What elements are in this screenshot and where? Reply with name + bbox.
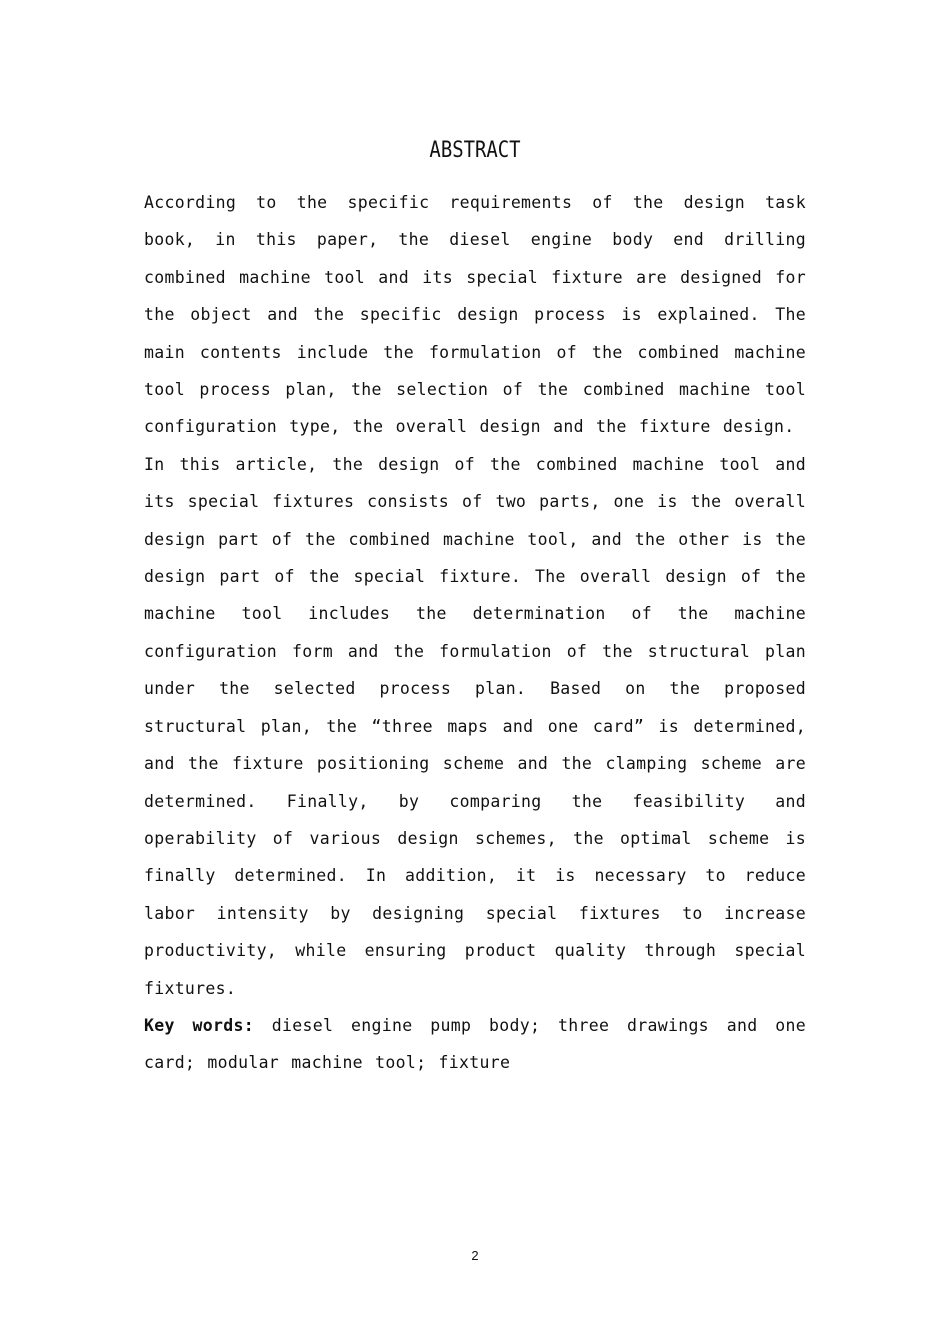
keywords-label: Key words: bbox=[144, 1015, 254, 1035]
abstract-body bbox=[144, 184, 806, 1082]
abstract-paragraph-2: In this article, the design of the combined machine tool and its special fixtures consists of two parts, one is the overall design part of the combined machine tool, and the other is the design part of the special fixture. The overall design of the machine tool includes the determination of the machine configuration form and the formulation of the structural plan under the selected process plan. Based on the proposed structural plan, the “three maps and one card” is determined, and the fixture positioning scheme and the clamping scheme are determined. Finally, by comparing the feasibility and operability of various design schemes, the optimal scheme is finally determined. In addition, it is necessary to reduce labor intensity by designing special fixtures to increase productivity, while ensuring product quality through special fixtures. bbox=[144, 454, 806, 998]
abstract-title: ABSTRACT bbox=[429, 138, 521, 163]
keywords-text: diesel engine pump body; three drawings and one card; modular machine tool; fixture bbox=[144, 1015, 806, 1073]
page-number: 2 bbox=[471, 1248, 479, 1263]
keywords-line bbox=[144, 1007, 806, 1082]
abstract-paragraph-1: According to the specific requirements of the design task book, in this paper, the diesel engine body end drilling combined machine tool and its special fixture are designed for the object and the specific design process is explained. The main contents include the formulation of the combined machine tool process plan, the selection of the combined machine tool configuration type, the overall design and the fixture design. bbox=[144, 193, 806, 437]
